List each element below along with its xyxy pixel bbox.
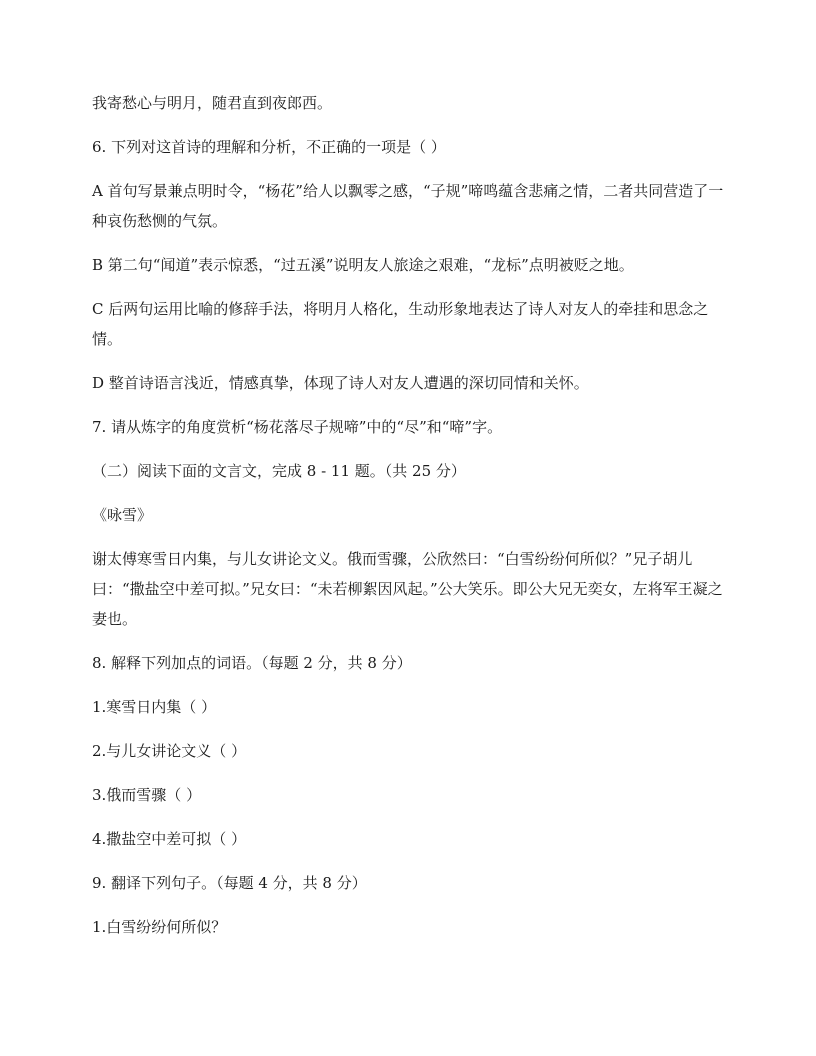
document-body: [92, 88, 728, 956]
option-c: C 后两句运用比喻的修辞手法，将明月人格化，生动形象地表达了诗人对友人的牵挂和思念之情。: [92, 300, 709, 348]
question-9: 9. 翻译下列句子。（每题 4 分，共 8 分）: [92, 874, 367, 892]
question-8: 8. 解释下列加点的词语。（每题 2 分，共 8 分）: [92, 654, 412, 672]
question-8-item-1: 1.寒雪日内集（ ）: [92, 698, 217, 716]
section-2-heading: （二）阅读下面的文言文，完成 8 - 11 题。（共 25 分）: [92, 462, 466, 480]
passage-text: 谢太傅寒雪日内集，与儿女讲论文义。俄而雪骤，公欣然曰：“白雪纷纷何所似？”兄子胡儿曰：“撒盐空中差可拟。”兄女曰：“未若柳絮因风起。”公大笑乐。即公大兄无奕女，左将军王凝之妻也。: [92, 550, 723, 628]
option-b: B 第二句“闻道”表示惊悉，“过五溪”说明友人旅途之艰难，“龙标”点明被贬之地。: [92, 256, 634, 274]
poem-line: 我寄愁心与明月，随君直到夜郎西。: [92, 94, 333, 112]
passage-title: 《咏雪》: [92, 506, 153, 524]
question-9-item-1: 1.白雪纷纷何所似？: [92, 918, 227, 936]
question-8-item-3: 3.俄而雪骤（ ）: [92, 786, 202, 804]
question-6: 6. 下列对这首诗的理解和分析，不正确的一项是（ ）: [92, 138, 446, 156]
question-8-item-2: 2.与儿女讲论文义（ ）: [92, 742, 247, 760]
question-7: 7. 请从炼字的角度赏析“杨花落尽子规啼”中的“尽”和“啼”字。: [92, 418, 503, 436]
option-a: A 首句写景兼点明时令，“杨花”给人以飘零之感，“子规”啼鸣蕴含悲痛之情，二者共同营造了一种哀伤愁恻的气氛。: [92, 182, 724, 230]
option-d: D 整首诗语言浅近，情感真挚，体现了诗人对友人遭遇的深切同情和关怀。: [92, 374, 589, 392]
question-8-item-4: 4.撒盐空中差可拟（ ）: [92, 830, 247, 848]
